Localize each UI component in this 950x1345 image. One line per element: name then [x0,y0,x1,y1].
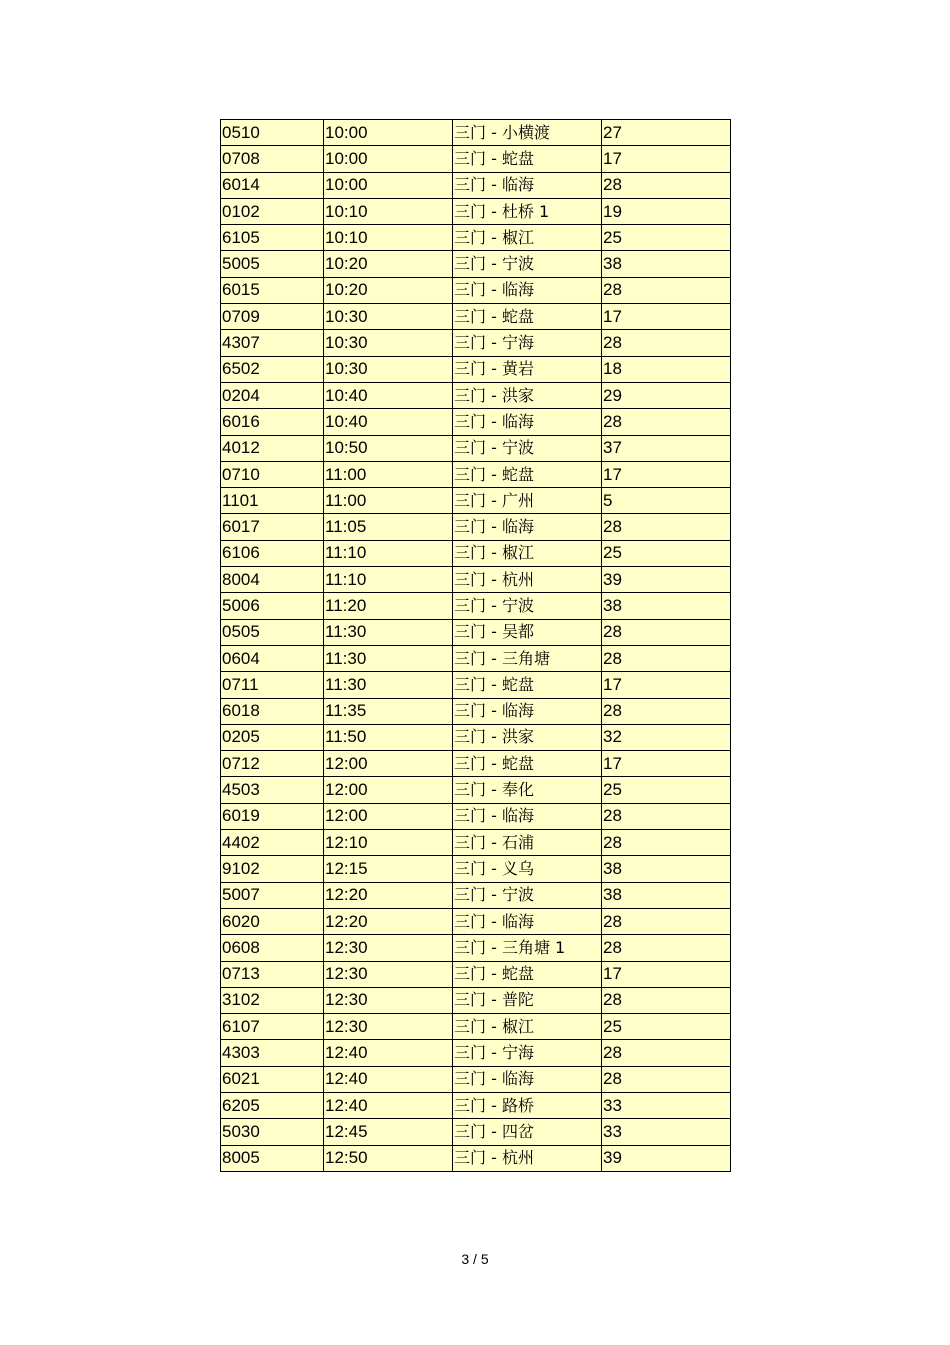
table-row [221,803,731,829]
departure-time-cell: 10:30 [324,356,453,382]
route-name-cell: 三门 - 椒江 [453,1014,602,1040]
table-row [221,593,731,619]
route-code-cell: 6105 [221,225,324,251]
table-row [221,120,731,146]
fare-cell: 28 [602,277,731,303]
route-name-cell: 三门 - 吴都 [453,619,602,645]
departure-time-cell: 10:00 [324,120,453,146]
departure-time-cell: 11:05 [324,514,453,540]
route-code-cell: 4012 [221,435,324,461]
bus-schedule-table [220,119,731,1172]
departure-time-cell: 10:20 [324,277,453,303]
fare-cell: 17 [602,961,731,987]
fare-cell: 28 [602,830,731,856]
departure-time-cell: 12:00 [324,777,453,803]
fare-cell: 25 [602,777,731,803]
page-number: 3 / 5 [461,1251,489,1267]
route-name-cell: 三门 - 洪家 [453,724,602,750]
route-name-cell: 三门 - 临海 [453,1066,602,1092]
table-row [221,1040,731,1066]
route-code-cell: 5030 [221,1119,324,1145]
route-name-cell: 三门 - 奉化 [453,777,602,803]
table-row [221,777,731,803]
departure-time-cell: 12:40 [324,1040,453,1066]
route-code-cell: 6020 [221,908,324,934]
fare-cell: 37 [602,435,731,461]
route-code-cell: 6107 [221,1014,324,1040]
route-code-cell: 5007 [221,882,324,908]
table-row [221,856,731,882]
fare-cell: 28 [602,330,731,356]
route-code-cell: 6502 [221,356,324,382]
route-name-cell: 三门 - 蛇盘 [453,751,602,777]
fare-cell: 39 [602,567,731,593]
departure-time-cell: 12:45 [324,1119,453,1145]
table-row [221,830,731,856]
table-row [221,277,731,303]
departure-time-cell: 12:40 [324,1066,453,1092]
fare-cell: 28 [602,645,731,671]
fare-cell: 18 [602,356,731,382]
route-name-cell: 三门 - 蛇盘 [453,461,602,487]
departure-time-cell: 11:00 [324,488,453,514]
departure-time-cell: 12:50 [324,1145,453,1171]
table-row [221,514,731,540]
fare-cell: 25 [602,1014,731,1040]
route-code-cell: 0510 [221,120,324,146]
route-name-cell: 三门 - 广州 [453,488,602,514]
route-name-cell: 三门 - 杭州 [453,1145,602,1171]
fare-cell: 38 [602,882,731,908]
table-row [221,619,731,645]
departure-time-cell: 12:00 [324,803,453,829]
fare-cell: 28 [602,935,731,961]
route-code-cell: 6015 [221,277,324,303]
table-row [221,1014,731,1040]
table-row [221,672,731,698]
route-name-cell: 三门 - 杭州 [453,567,602,593]
route-code-cell: 6014 [221,172,324,198]
route-code-cell: 0102 [221,198,324,224]
fare-cell: 25 [602,225,731,251]
table-row [221,172,731,198]
route-code-cell: 6018 [221,698,324,724]
route-name-cell: 三门 - 临海 [453,172,602,198]
departure-time-cell: 10:40 [324,382,453,408]
table-row [221,645,731,671]
departure-time-cell: 11:10 [324,540,453,566]
fare-cell: 17 [602,672,731,698]
fare-cell: 32 [602,724,731,750]
route-name-cell: 三门 - 三角塘 [453,645,602,671]
departure-time-cell: 12:30 [324,961,453,987]
route-name-cell: 三门 - 临海 [453,803,602,829]
route-code-cell: 8004 [221,567,324,593]
departure-time-cell: 10:10 [324,225,453,251]
departure-time-cell: 10:40 [324,409,453,435]
table-row [221,1119,731,1145]
fare-cell: 39 [602,1145,731,1171]
route-name-cell: 三门 - 椒江 [453,540,602,566]
fare-cell: 33 [602,1119,731,1145]
table-row [221,251,731,277]
route-code-cell: 0713 [221,961,324,987]
route-code-cell: 6021 [221,1066,324,1092]
table-row [221,751,731,777]
route-name-cell: 三门 - 蛇盘 [453,672,602,698]
route-name-cell: 三门 - 蛇盘 [453,146,602,172]
fare-cell: 28 [602,1040,731,1066]
route-name-cell: 三门 - 临海 [453,277,602,303]
table-row [221,935,731,961]
fare-cell: 28 [602,908,731,934]
route-name-cell: 三门 - 宁海 [453,330,602,356]
departure-time-cell: 12:30 [324,987,453,1013]
route-code-cell: 4402 [221,830,324,856]
table-row [221,567,731,593]
route-name-cell: 三门 - 椒江 [453,225,602,251]
route-name-cell: 三门 - 路桥 [453,1092,602,1118]
schedule-body [221,120,731,1172]
route-name-cell: 三门 - 洪家 [453,382,602,408]
departure-time-cell: 11:10 [324,567,453,593]
table-row [221,304,731,330]
route-name-cell: 三门 - 宁波 [453,251,602,277]
departure-time-cell: 10:00 [324,146,453,172]
route-name-cell: 三门 - 临海 [453,698,602,724]
departure-time-cell: 12:20 [324,908,453,934]
route-code-cell: 6017 [221,514,324,540]
route-code-cell: 8005 [221,1145,324,1171]
fare-cell: 33 [602,1092,731,1118]
fare-cell: 38 [602,856,731,882]
departure-time-cell: 10:30 [324,330,453,356]
table-row [221,488,731,514]
fare-cell: 29 [602,382,731,408]
route-code-cell: 0708 [221,146,324,172]
fare-cell: 27 [602,120,731,146]
table-row [221,330,731,356]
fare-cell: 25 [602,540,731,566]
route-name-cell: 三门 - 临海 [453,908,602,934]
route-name-cell: 三门 - 黄岩 [453,356,602,382]
departure-time-cell: 11:30 [324,672,453,698]
route-code-cell: 9102 [221,856,324,882]
departure-time-cell: 11:30 [324,619,453,645]
departure-time-cell: 10:20 [324,251,453,277]
fare-cell: 17 [602,146,731,172]
fare-cell: 28 [602,172,731,198]
route-code-cell: 6019 [221,803,324,829]
fare-cell: 28 [602,803,731,829]
fare-cell: 17 [602,751,731,777]
departure-time-cell: 12:20 [324,882,453,908]
table-row [221,225,731,251]
route-code-cell: 0712 [221,751,324,777]
route-name-cell: 三门 - 临海 [453,514,602,540]
fare-cell: 28 [602,1066,731,1092]
departure-time-cell: 11:50 [324,724,453,750]
route-code-cell: 0709 [221,304,324,330]
departure-time-cell: 10:30 [324,304,453,330]
departure-time-cell: 12:00 [324,751,453,777]
route-name-cell: 三门 - 宁波 [453,593,602,619]
fare-cell: 28 [602,619,731,645]
departure-time-cell: 12:15 [324,856,453,882]
route-code-cell: 4303 [221,1040,324,1066]
fare-cell: 5 [602,488,731,514]
route-code-cell: 0505 [221,619,324,645]
fare-cell: 17 [602,461,731,487]
route-name-cell: 三门 - 义乌 [453,856,602,882]
route-name-cell: 三门 - 四岔 [453,1119,602,1145]
route-code-cell: 0710 [221,461,324,487]
fare-cell: 28 [602,514,731,540]
fare-cell: 28 [602,987,731,1013]
route-name-cell: 三门 - 宁波 [453,435,602,461]
route-name-cell: 三门 - 蛇盘 [453,961,602,987]
table-row [221,382,731,408]
departure-time-cell: 12:40 [324,1092,453,1118]
departure-time-cell: 11:00 [324,461,453,487]
route-code-cell: 0608 [221,935,324,961]
route-name-cell: 三门 - 临海 [453,409,602,435]
departure-time-cell: 11:35 [324,698,453,724]
table-row [221,987,731,1013]
departure-time-cell: 11:30 [324,645,453,671]
route-code-cell: 6106 [221,540,324,566]
table-row [221,1092,731,1118]
departure-time-cell: 12:10 [324,830,453,856]
table-row [221,1066,731,1092]
route-name-cell: 三门 - 宁海 [453,1040,602,1066]
fare-cell: 17 [602,304,731,330]
table-row [221,882,731,908]
route-name-cell: 三门 - 宁波 [453,882,602,908]
departure-time-cell: 10:00 [324,172,453,198]
table-row [221,461,731,487]
table-row [221,356,731,382]
route-name-cell: 三门 - 石浦 [453,830,602,856]
table-row [221,409,731,435]
route-code-cell: 0204 [221,382,324,408]
table-row [221,961,731,987]
fare-cell: 38 [602,251,731,277]
fare-cell: 19 [602,198,731,224]
route-name-cell: 三门 - 杜桥 1 [453,198,602,224]
departure-time-cell: 10:50 [324,435,453,461]
departure-time-cell: 12:30 [324,1014,453,1040]
fare-cell: 28 [602,409,731,435]
route-code-cell: 6205 [221,1092,324,1118]
route-code-cell: 3102 [221,987,324,1013]
table-row [221,435,731,461]
route-name-cell: 三门 - 普陀 [453,987,602,1013]
departure-time-cell: 11:20 [324,593,453,619]
route-code-cell: 5005 [221,251,324,277]
route-code-cell: 6016 [221,409,324,435]
route-code-cell: 0205 [221,724,324,750]
table-row [221,198,731,224]
route-code-cell: 4503 [221,777,324,803]
route-code-cell: 0711 [221,672,324,698]
route-code-cell: 1101 [221,488,324,514]
departure-time-cell: 12:30 [324,935,453,961]
departure-time-cell: 10:10 [324,198,453,224]
table-row [221,908,731,934]
route-code-cell: 5006 [221,593,324,619]
fare-cell: 28 [602,698,731,724]
route-code-cell: 4307 [221,330,324,356]
table-row [221,146,731,172]
route-code-cell: 0604 [221,645,324,671]
table-row [221,540,731,566]
table-row [221,724,731,750]
route-name-cell: 三门 - 小横渡 [453,120,602,146]
route-name-cell: 三门 - 蛇盘 [453,304,602,330]
table-row [221,698,731,724]
fare-cell: 38 [602,593,731,619]
route-name-cell: 三门 - 三角塘 1 [453,935,602,961]
table-row [221,1145,731,1171]
